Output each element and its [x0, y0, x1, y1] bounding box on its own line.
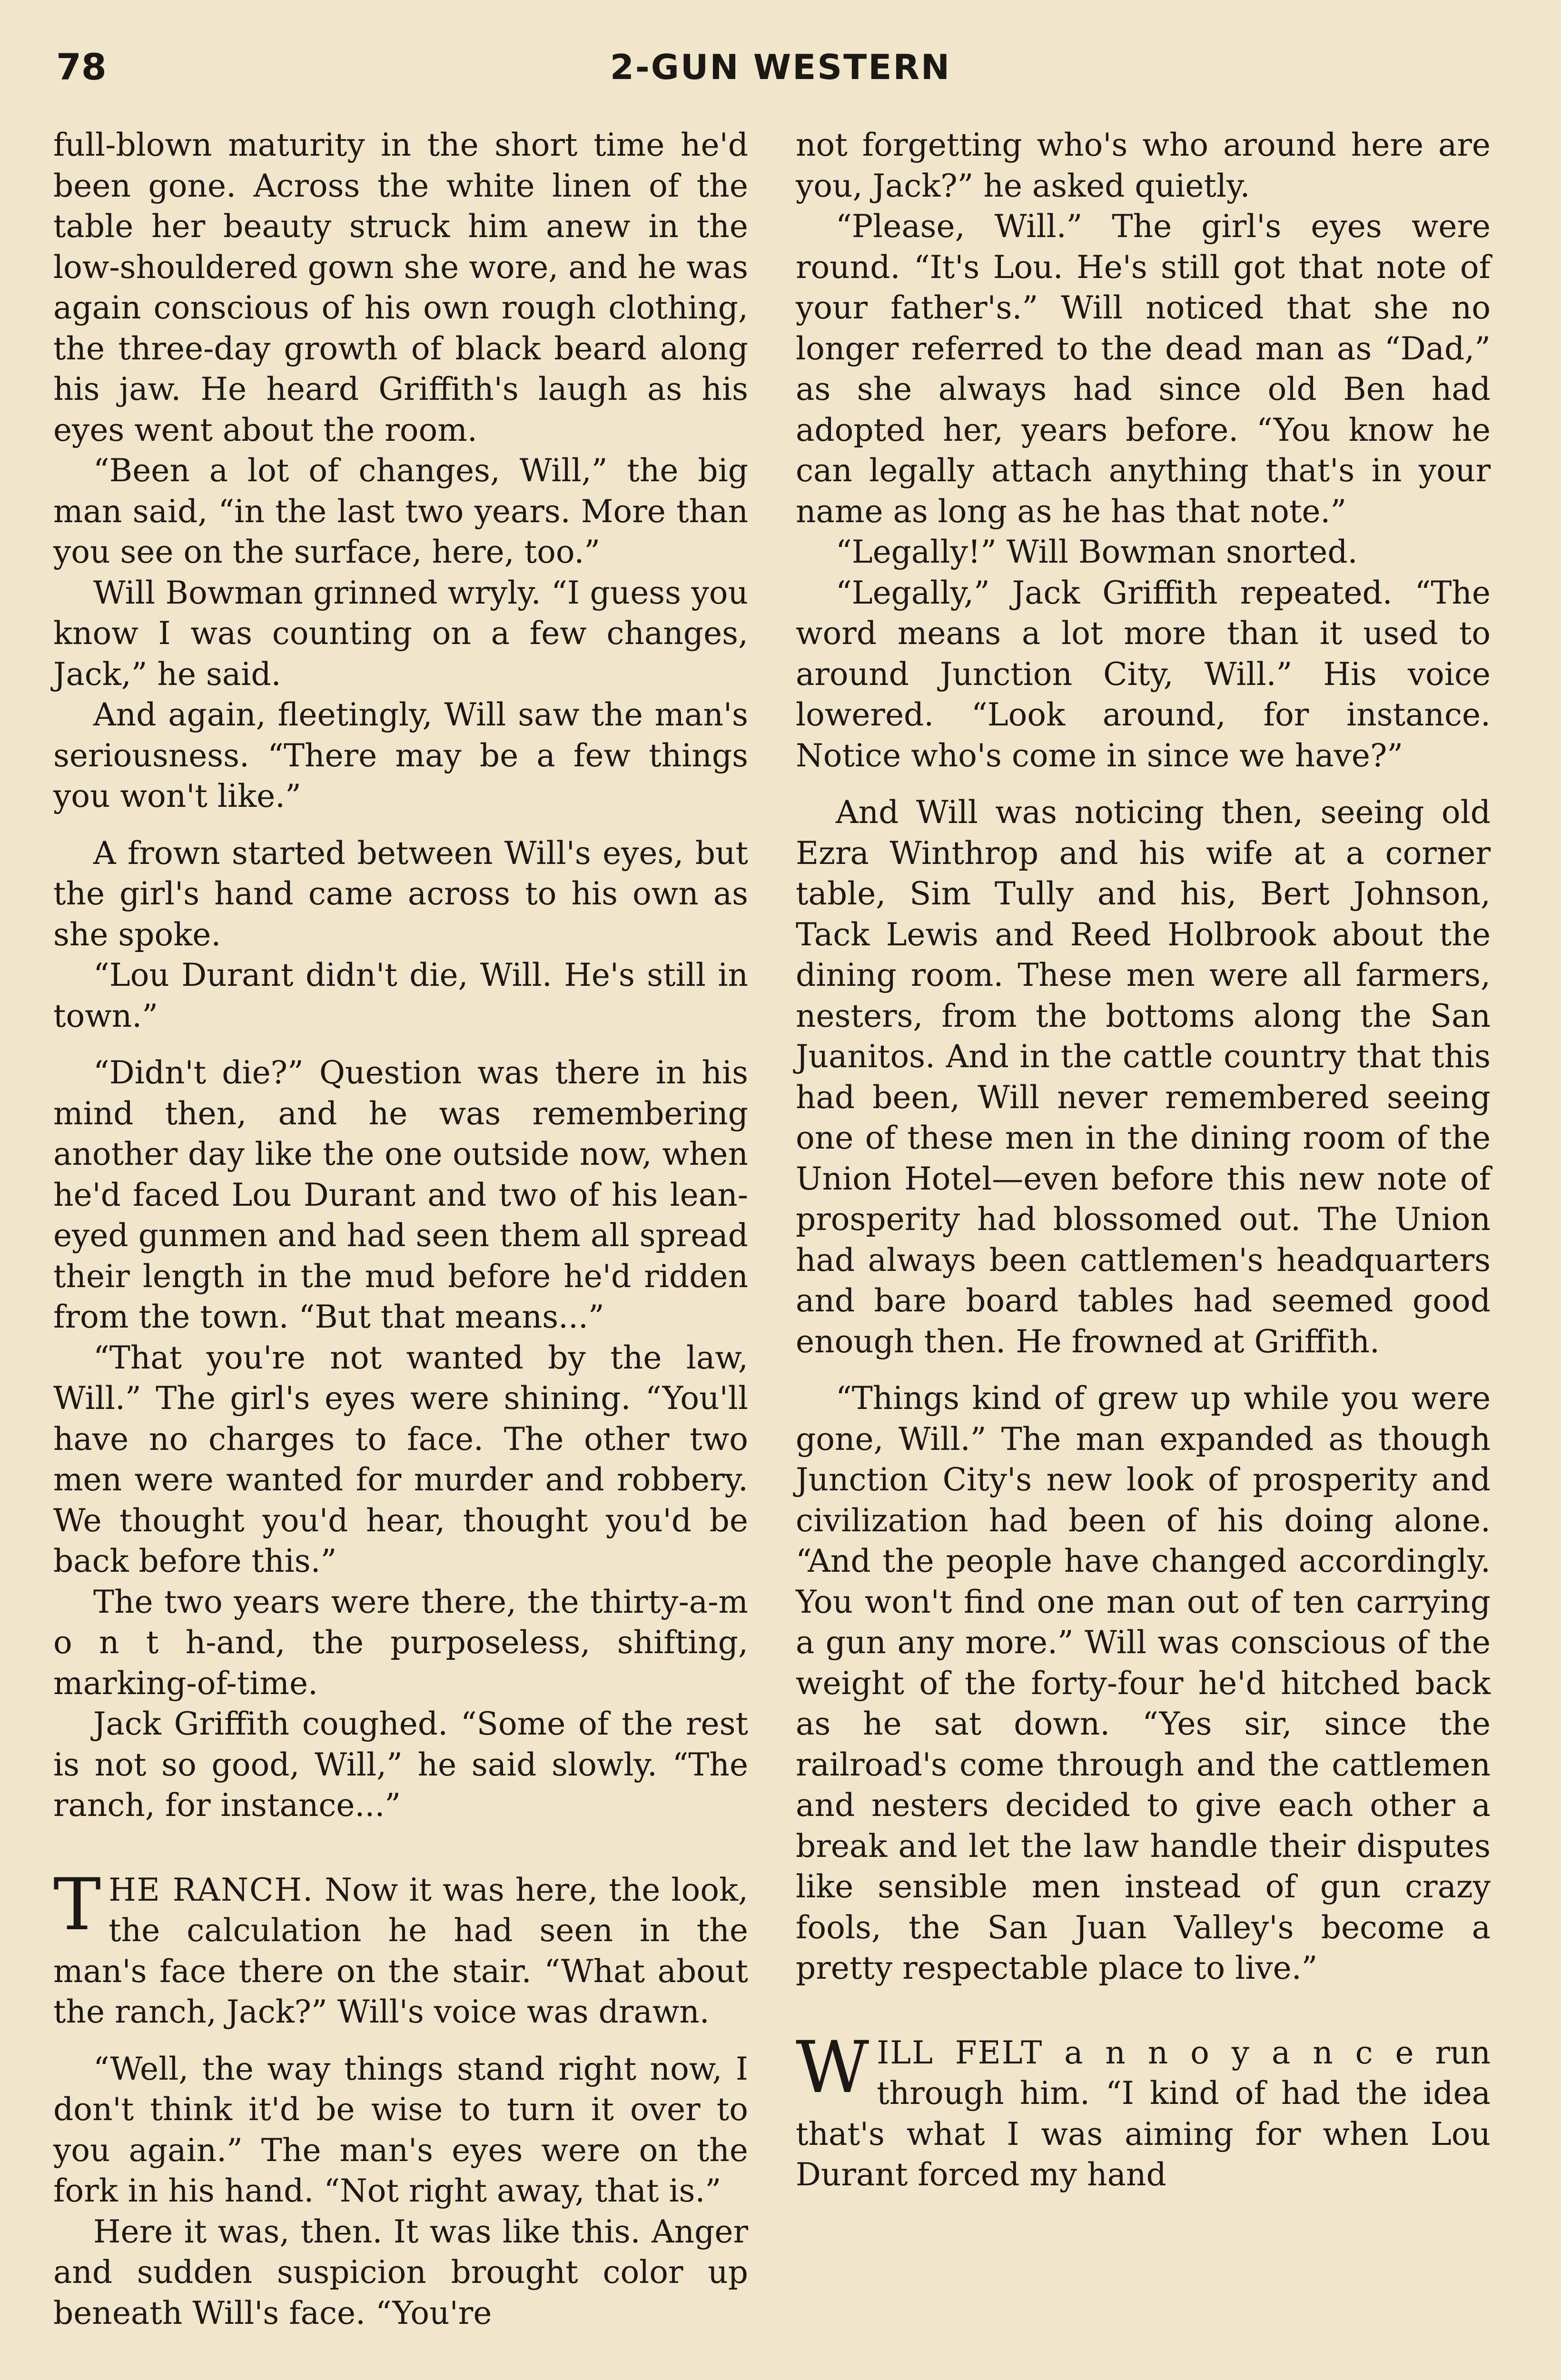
- paragraph: Jack Griffith coughed. “Some of the rest is not so good, Will,” he said slowly. “The ranch, for instance...”: [53, 1706, 748, 1824]
- paragraph-text: run through him. “I kind of had the idea that's what I was aiming for when Lou Durant forced my hand: [796, 2034, 1491, 2193]
- paragraph: “That you're not wanted by the law, Will.” The girl's eyes were shining. “You'll have no charges to face. The other two men were wanted for murder and robbery. We thought you'd hear, thought you'd be back before this.”: [53, 1339, 748, 1579]
- paragraph: “Well, the way things stand right now, I don't think it'd be wise to turn it over to you again.” The man's eyes were on the fork in his hand. “Not right away, that is.”: [53, 2050, 748, 2209]
- right-column: [796, 125, 1491, 2195]
- lead-caps: HE RANCH.: [109, 1871, 314, 1908]
- paragraph: Will Bowman grinned wryly. “I guess you know I was counting on a few changes, Jack,” he said.: [53, 574, 748, 693]
- paragraph: not forgetting who's who around here are you, Jack?” he asked quietly.: [796, 127, 1491, 204]
- paragraph: “Legally!” Will Bowman snorted.: [836, 534, 1358, 570]
- section-opening-paragraph: [796, 2026, 1491, 2195]
- paragraph: “Legally,” Jack Griffith repeated. “The word means a lot more than it used to around Junction City, Will.” His voice lowered. “Look around, for instance. Notice who's come in since we have?”: [796, 574, 1491, 774]
- paragraph: And Will was noticing then, seeing old Ezra Winthrop and his wife at a corner table, Sim Tully and his, Bert Johnson, Tack Lewis and Reed Holbrook about the dining room. These men were all farmers, nesters, from the bottoms along the San Juanitos. And in the cattle country that this had been, Will never remembered seeing one of these men in the dining room of the Union Hotel—even before this new note of prosperity had blossomed out. The Union had always been cattlemen's headquarters and bare board tables had seemed good enough then. He frowned at Griffith.: [796, 794, 1491, 1360]
- paragraph: “Lou Durant didn't die, Will. He's still in town.”: [53, 957, 748, 1034]
- section-opening-paragraph: [53, 1863, 748, 2033]
- drop-cap: W: [796, 2026, 869, 2109]
- paragraph-text: Now it was here, the look, the calculation he had seen in the man's face there on the stair. “What about the ranch, Jack?” Will's voice was drawn.: [53, 1871, 748, 2030]
- paragraph: “Please, Will.” The girl's eyes were round. “It's Lou. He's still got that note of your father's.” Will noticed that she no longer referred to the dead man as “Dad,” as she always had since old Ben had adopted her, years before. “You know he can legally attach anything that's in your name as long as he has that note.”: [796, 208, 1491, 530]
- paragraph: Here it was, then. It was like this. Anger and sudden suspicion brought color up beneath Will's face. “You're: [53, 2213, 748, 2331]
- paragraph: “Things kind of grew up while you were gone, Will.” The man expanded as though Junction City's new look of prosperity and civilization had been of his doing alone. “And the people have changed accordingly. You won't find one man out of ten carrying a gun any more.” Will was conscious of the weight of the forty-four he'd hitched back as he sat down. “Yes sir, since the railroad's come through and the cattlemen and nesters decided to give each other a break and let the law handle their disputes like sensible men instead of gun crazy fools, the San Juan Valley's become a pretty respectable place to live.”: [796, 1380, 1491, 1986]
- left-column: [53, 125, 748, 2333]
- paragraph: And again, fleetingly, Will saw the man's seriousness. “There may be a few things you won't like.”: [53, 696, 748, 814]
- page-header: [0, 46, 1561, 89]
- paragraph: “Been a lot of changes, Will,” the big man said, “in the last two years. More than you see on the surface, here, too.”: [53, 452, 748, 570]
- paragraph: A frown started between Will's eyes, but the girl's hand came across to his own as she spoke.: [53, 834, 748, 953]
- page-number: 78: [56, 46, 107, 88]
- running-head: 2-GUN WESTERN: [610, 47, 951, 87]
- lead-caps: ILL FELT a n n o y a n c e: [877, 2034, 1415, 2071]
- paragraph: The two years were there, the thirty-a-m o n t h-and, the purposeless, shifting, marking-of-time.: [53, 1583, 748, 1702]
- paragraph: full-blown maturity in the short time he'd been gone. Across the white linen of the table her beauty struck him anew in the low-shouldered gown she wore, and he was again conscious of his own rough clothing, the three-day growth of black beard along his jaw. He heard Griffith's laugh as his eyes went about the room.: [53, 127, 748, 448]
- drop-cap: T: [53, 1863, 101, 1946]
- paragraph: “Didn't die?” Question was there in his mind then, and he was remembering another day like the one outside now, when he'd faced Lou Durant and two of his lean-eyed gunmen and had seen them all spread their length in the mud before he'd ridden from the town. “But that means...”: [53, 1054, 748, 1335]
